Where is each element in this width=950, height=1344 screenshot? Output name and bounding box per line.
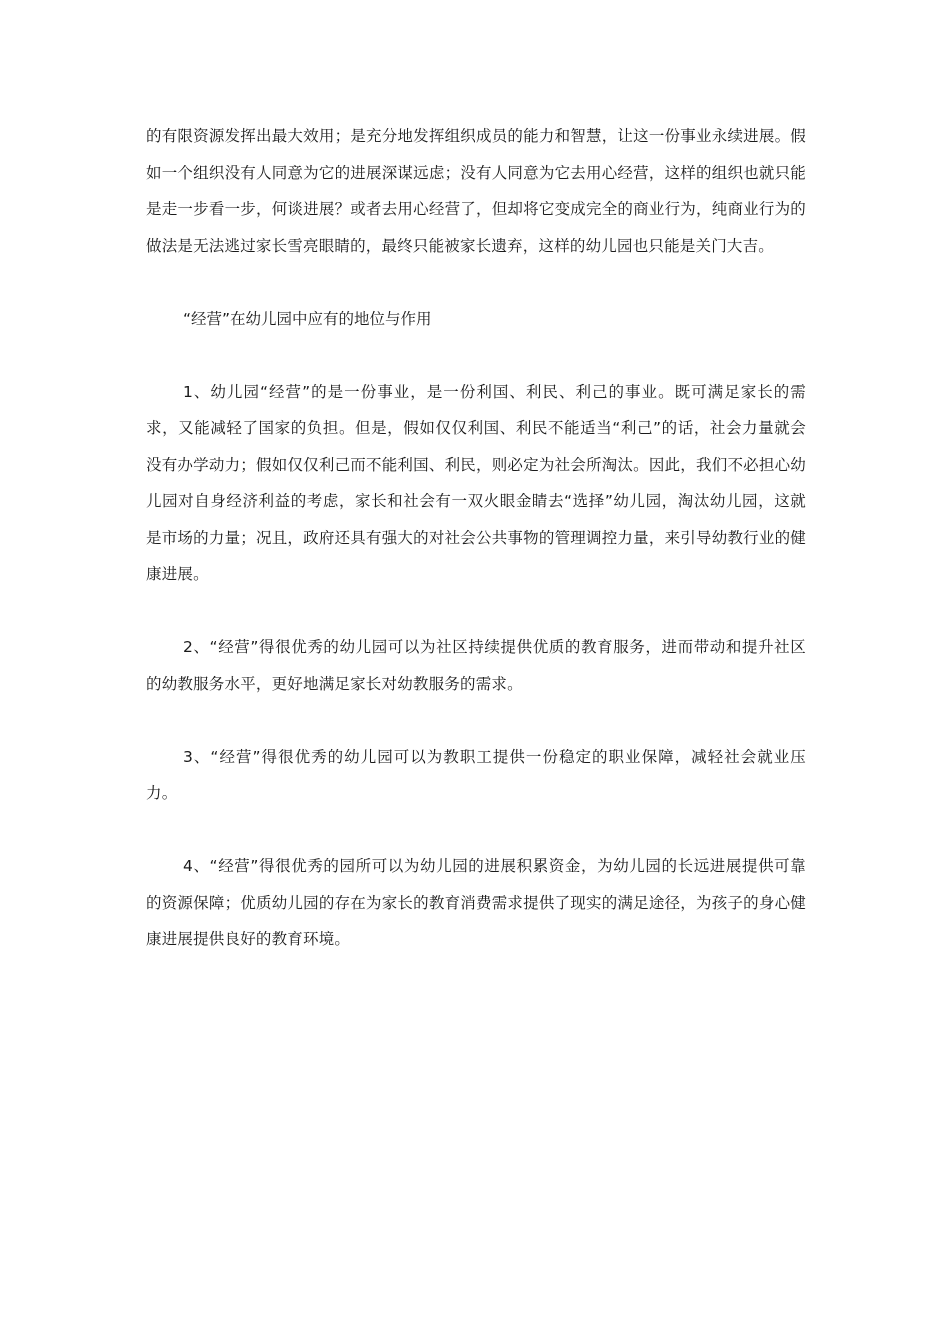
document-body bbox=[146, 118, 806, 958]
point-2-paragraph: 2、“经营”得很优秀的幼儿园可以为社区持续提供优质的教育服务，进而带动和提升社区的幼教服务水平，更好地满足家长对幼教服务的需求。 bbox=[146, 638, 806, 693]
section-heading: “经营”在幼儿园中应有的地位与作用 bbox=[183, 309, 432, 328]
spacer bbox=[146, 264, 806, 301]
intro-paragraph: 的有限资源发挥出最大效用；是充分地发挥组织成员的能力和智慧，让这一份事业永续进展。假如一个组织没有人同意为它的进展深谋远虑；没有人同意为它去用心经营，这样的组织也就只能是走一步看一步，何谈进展？或者去用心经营了，但却将它变成完全的商业行为，纯商业行为的做法是无法逃过家长雪亮眼睛的，最终只能被家长遗弃，这样的幼儿园也只能是关门大吉。 bbox=[146, 127, 806, 255]
point-4-paragraph: 4、“经营”得很优秀的园所可以为幼儿园的进展积累资金，为幼儿园的长远进展提供可靠的资源保障；优质幼儿园的存在为家长的教育消费需求提供了现实的满足途径，为孩子的身心健康进展提供良好的教育环境。 bbox=[146, 857, 806, 948]
spacer bbox=[146, 337, 806, 374]
point-3-paragraph: 3、“经营”得很优秀的幼儿园可以为教职工提供一份稳定的职业保障，减轻社会就业压力。 bbox=[146, 747, 806, 802]
spacer bbox=[146, 593, 806, 630]
spacer bbox=[146, 812, 806, 849]
spacer bbox=[146, 702, 806, 739]
point-1-paragraph: 1、幼儿园“经营”的是一份事业，是一份利国、利民、利己的事业。既可满足家长的需求，又能减轻了国家的负担。但是，假如仅仅利国、利民不能适当“利己”的话，社会力量就会没有办学动力；假如仅仅利己而不能利国、利民，则必定为社会所淘汰。因此，我们不必担心幼儿园对自身经济利益的考虑，家长和社会有一双火眼金睛去“选择”幼儿园，淘汰幼儿园，这就是市场的力量；况且，政府还具有强大的对社会公共事物的管理调控力量，来引导幼教行业的健康进展。 bbox=[146, 382, 806, 583]
